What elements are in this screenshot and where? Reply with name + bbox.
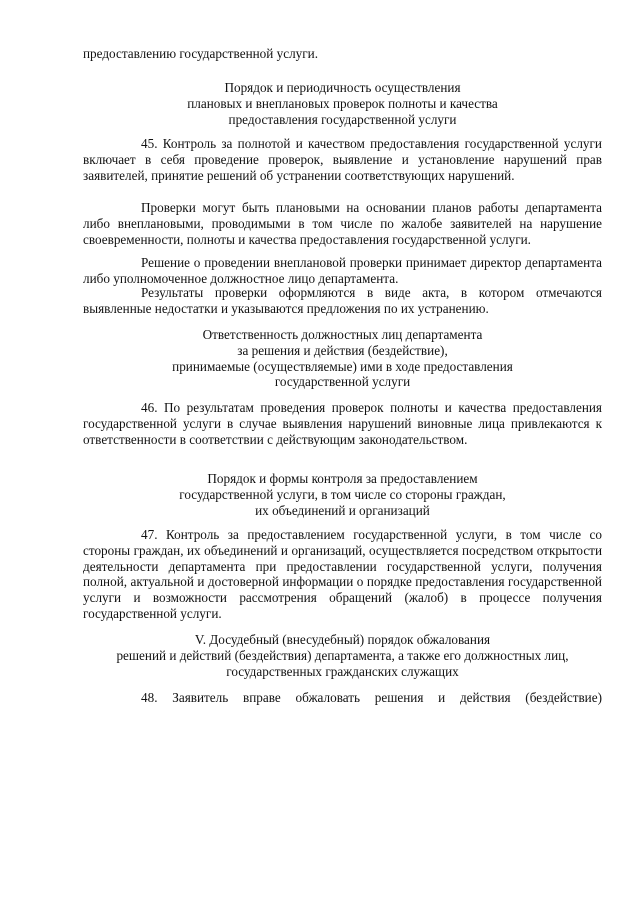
heading-line: за решения и действия (бездействие), — [237, 342, 448, 358]
heading-line: государственной услуги, в том числе со стороны граждан, — [179, 486, 506, 502]
section-heading-control — [83, 471, 602, 518]
heading-line: Ответственность должностных лиц департамента — [202, 327, 483, 342]
heading-line: государственной услуги — [274, 374, 411, 390]
heading-line: плановых и внеплановых проверок полноты и качества — [187, 95, 498, 111]
paragraph-48: 48. Заявитель вправе обжаловать решения и действия (бездействие) — [141, 690, 602, 705]
section-heading-inspections — [83, 80, 602, 127]
paragraph-46: 46. По результатам проведения проверок полноты и качества предоставления государственной услуги в случае выявления нарушений виновные лица привлекаются к ответственности в соответствии с действующим законодательством. — [83, 400, 602, 447]
heading-line: V. Досудебный (внесудебный) порядок обжалования — [194, 632, 491, 647]
heading-line: их объединений и организаций — [255, 502, 430, 518]
section-heading-appeal — [83, 632, 602, 679]
heading-line: принимаемые (осуществляемые) ими в ходе предоставления — [172, 358, 513, 374]
paragraph-check-results: Результаты проверки оформляются в виде акта, в котором отмечаются выявленные недостатки и указываются предложения по их устранению. — [83, 285, 602, 316]
continuation-line: предоставлению государственной услуги. — [83, 46, 319, 61]
paragraph-47: 47. Контроль за предоставлением государственной услуги, в том числе со стороны граждан, их объединений и организаций, осуществляется посредством открытости деятельности департамента при предоставлении государственной услуги, получения полной, актуальной и достоверной информации о порядке предоставления государственной услуги и возможности рассмотрения обращений (жалоб) в процессе получения государственной услуги. — [83, 527, 602, 621]
heading-line: решений и действий (бездействия) департамента, а также его должностных лиц, — [116, 647, 569, 663]
section-heading-responsibility — [83, 327, 602, 390]
paragraph-45: 45. Контроль за полнотой и качеством предоставления государственной услуги включает в себя проведение проверок, выявление и установление нарушений прав заявителей, принятие решений об устранении соответствующих нарушений. — [83, 136, 602, 183]
paragraph-unplanned-decision: Решение о проведении внеплановой проверки принимает директор департамента либо уполномоченное должностное лицо департамента. — [83, 255, 602, 286]
heading-line: Порядок и формы контроля за предоставлением — [207, 471, 478, 486]
heading-line: предоставления государственной услуги — [228, 111, 457, 127]
heading-line: Порядок и периодичность осуществления — [224, 80, 461, 95]
heading-line: государственных гражданских служащих — [226, 663, 459, 679]
paragraph-planned-checks: Проверки могут быть плановыми на основании планов работы департамента либо внеплановыми, проводимыми в том числе по жалобе заявителей на нарушение своевременности, полноты и качества предоставления государственной услуги. — [83, 200, 602, 247]
